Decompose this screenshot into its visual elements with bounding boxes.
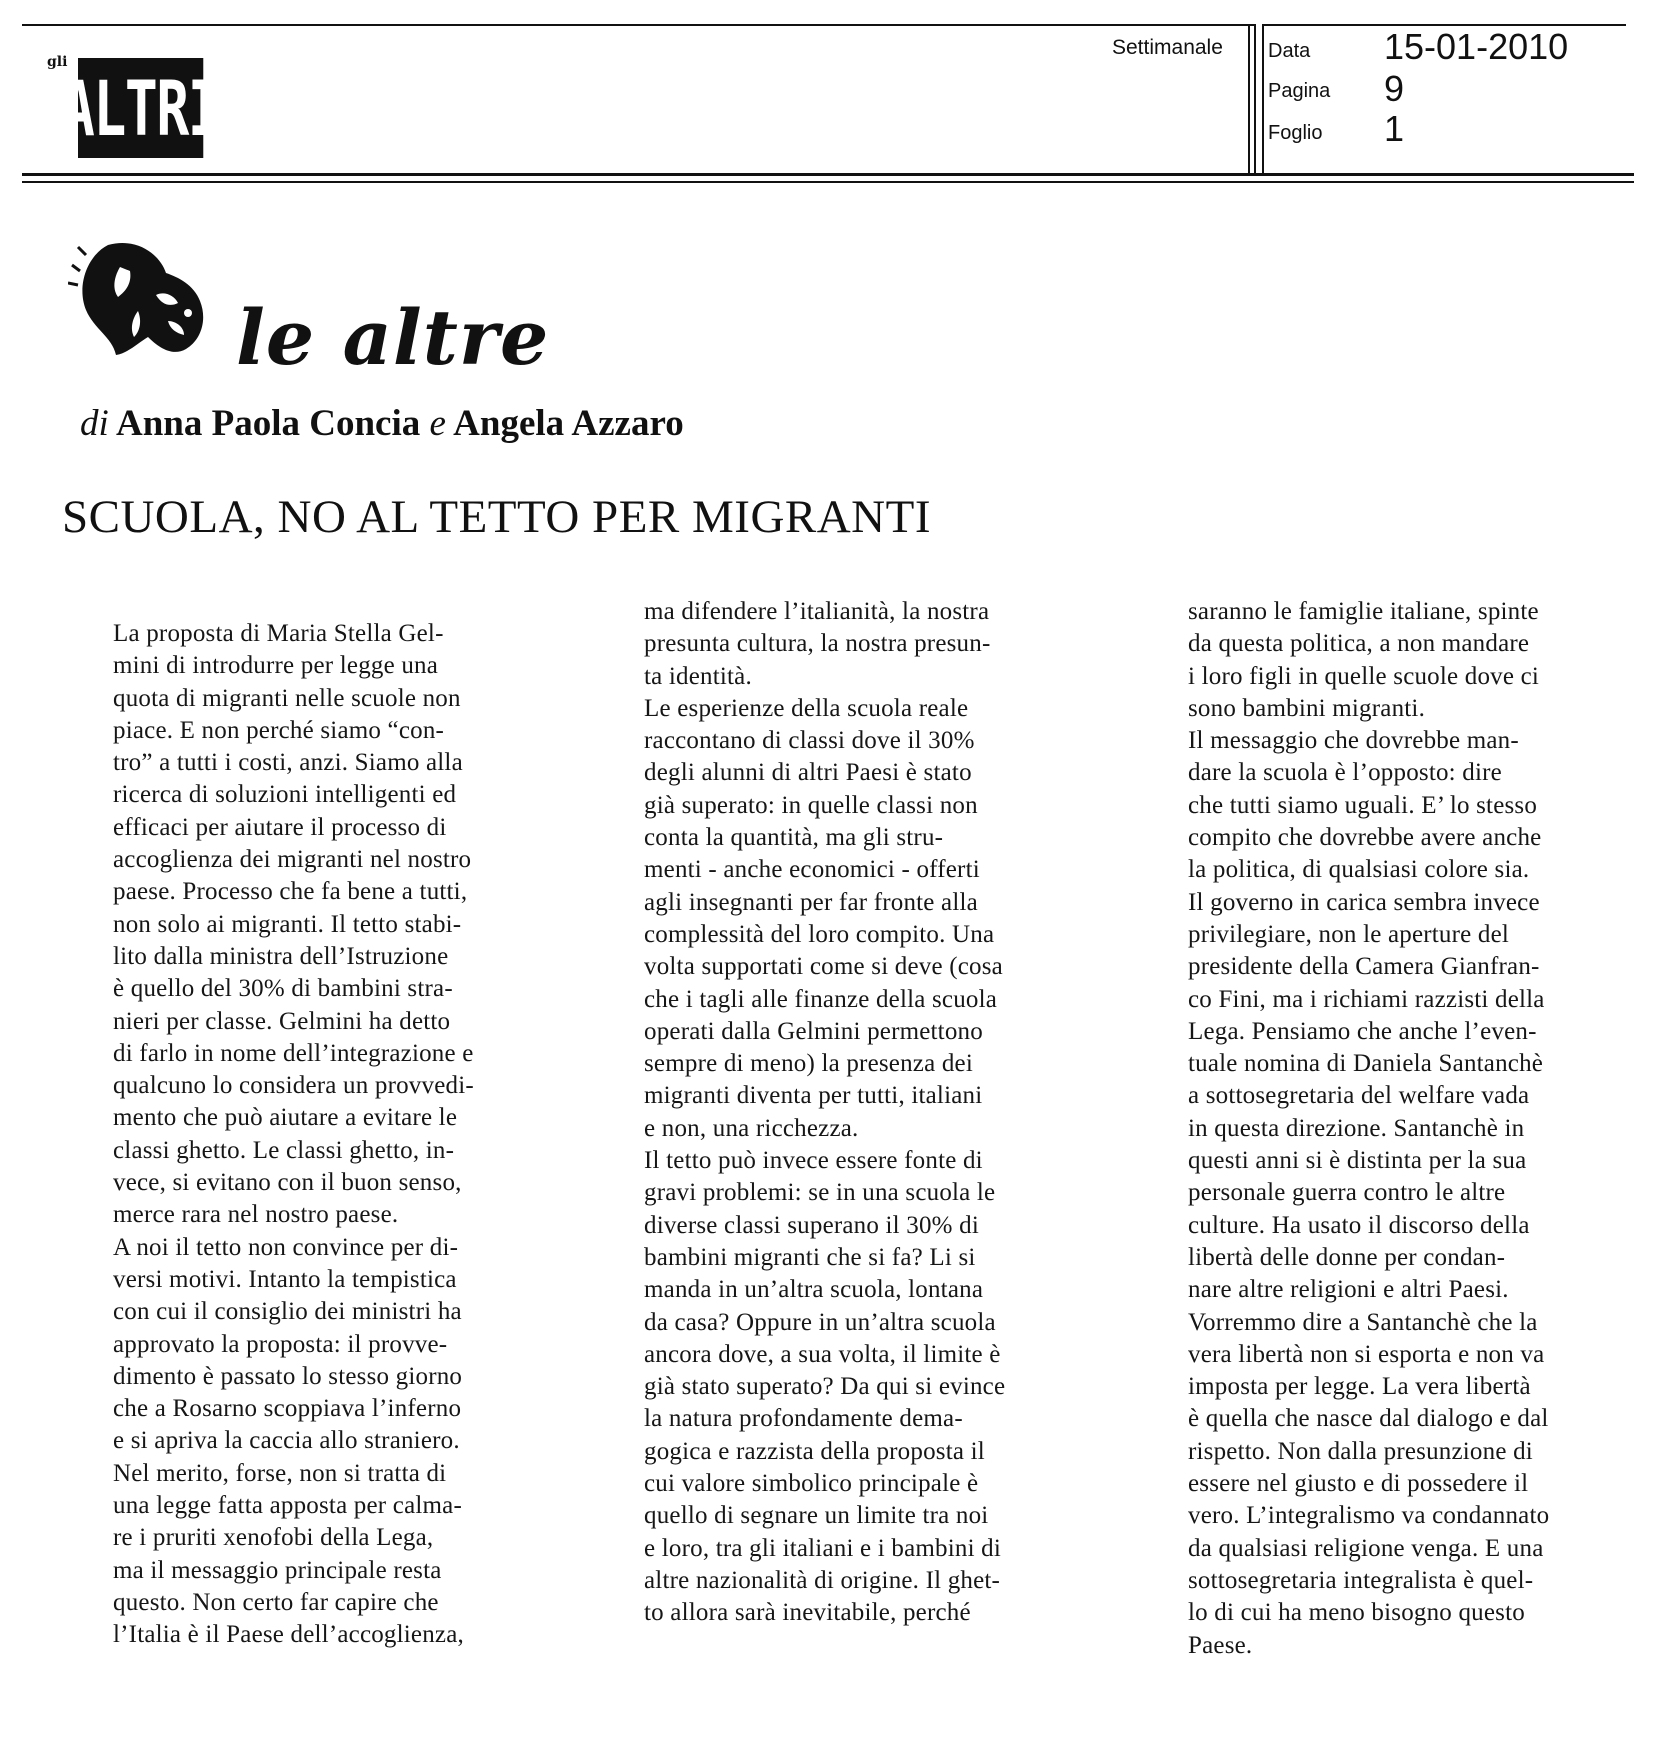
column-title: le altre [236, 293, 550, 382]
date-value: 15-01-2010 [1384, 26, 1569, 67]
text-line: Il governo in carica sembra invece [1188, 888, 1540, 916]
text-line: gogica e razzista della proposta il [644, 1437, 985, 1465]
text-line: paese. Processo che fa bene a tutti, [113, 878, 468, 906]
text-line: sempre di meno) la presenza dei [644, 1050, 973, 1078]
text-line: rispetto. Non dalla presunzione di [1188, 1437, 1533, 1465]
text-line: approvato la proposta: il provve- [113, 1330, 448, 1358]
text-line: Vorremmo dire a Santanchè che la [1188, 1308, 1538, 1336]
text-line: tuale nomina di Daniela Santanchè [1188, 1050, 1544, 1078]
text-line: Nel merito, forse, non si tratta di [113, 1459, 447, 1487]
text-line: quota di migranti nelle scuole non [113, 684, 461, 712]
text-line: operati dalla Gelmini permettono [644, 1017, 983, 1045]
text-line: qualcuno lo considera un provvedi- [113, 1072, 474, 1100]
text-line: questi anni si è distinta per la sua [1188, 1147, 1527, 1175]
text-line: nieri per classe. Gelmini ha detto [113, 1007, 451, 1035]
text-line: Paese. [1188, 1631, 1253, 1659]
text-line: in questa direzione. Santanchè in [1188, 1114, 1525, 1142]
text-line: to allora sarà inevitabile, perché [644, 1599, 971, 1627]
publication-logo [61, 58, 220, 158]
text-line: menti - anche economici - offerti [644, 856, 980, 884]
text-line: compito che dovrebbe avere anche [1188, 824, 1542, 852]
text-line: vece, si evitano con il buon senso, [113, 1169, 462, 1197]
text-line: merce rara nel nostro paese. [113, 1201, 399, 1229]
text-line: sottosegretaria integralista è quel- [1188, 1566, 1534, 1594]
page-value: 9 [1384, 68, 1405, 109]
text-line: da casa? Oppure in un’altra scuola [644, 1308, 996, 1336]
text-line: sono bambini migranti. [1188, 694, 1426, 722]
text-line: presidente della Camera Gianfran- [1188, 953, 1540, 981]
text-line: presunta cultura, la nostra presun- [644, 630, 991, 658]
text-line: accoglienza dei migranti nel nostro [113, 846, 472, 874]
text-line: culture. Ha usato il discorso della [1188, 1211, 1530, 1239]
logo-text: ALTRI [61, 63, 220, 153]
text-line: cui valore simbolico principale è [644, 1470, 979, 1498]
masthead-divider-2 [1254, 24, 1256, 174]
column-portrait-icon [68, 225, 228, 375]
text-line: complessità del loro compito. Una [644, 920, 995, 948]
text-line: e loro, tra gli italiani e i bambini di [644, 1534, 1002, 1562]
text-line: altre nazionalità di origine. Il ghet- [644, 1566, 1001, 1594]
text-line: e non, una ricchezza. [644, 1114, 859, 1142]
text-line: che a Rosarno scoppiava l’inferno [113, 1395, 462, 1423]
text-line: con cui il consiglio dei ministri ha [113, 1298, 462, 1326]
text-line: versi motivi. Intanto la tempistica [113, 1265, 457, 1293]
text-line: dimento è passato lo stesso giorno [113, 1362, 463, 1390]
text-line: a sottosegretaria del welfare vada [1188, 1082, 1530, 1110]
text-line: l’Italia è il Paese dell’accoglienza, [113, 1621, 464, 1649]
text-line: ta identità. [644, 662, 752, 690]
text-line: personale guerra contro le altre [1188, 1179, 1506, 1207]
text-line: ancora dove, a sua volta, il limite è [644, 1340, 1001, 1368]
author-name: Anna Paola Concia [116, 403, 421, 444]
text-line: A noi il tetto non convince per di- [113, 1233, 459, 1261]
text-line: piace. E non perché siamo “con- [113, 716, 445, 744]
text-line: mento che può aiutare a evitare le [113, 1104, 458, 1132]
text-line: co Fini, ma i richiami razzisti della [1188, 985, 1545, 1013]
text-line: manda in un’altra scuola, lontana [644, 1276, 984, 1304]
article-column-3 [1188, 596, 1549, 1662]
text-line: bambini migranti che si fa? Li si [644, 1243, 976, 1271]
masthead-top-rule [22, 24, 1256, 26]
text-line: ricerca di soluzioni intelligenti ed [113, 781, 457, 809]
text-line: Il messaggio che dovrebbe man- [1188, 727, 1519, 755]
text-line: questo. Non certo far capire che [113, 1588, 439, 1616]
text-line: Lega. Pensiamo che anche l’even- [1188, 1017, 1537, 1045]
author-name: Angela Azzaro [453, 403, 684, 444]
text-line: volta supportati come si deve (cosa [644, 953, 1003, 981]
text-line: la natura profondamente dema- [644, 1405, 963, 1433]
text-line: è quella che nasce dal dialogo e dal [1188, 1405, 1549, 1433]
article-headline: SCUOLA, NO AL TETTO PER MIGRANTI [62, 491, 931, 543]
text-line: vero. L’integralismo va condannato [1188, 1502, 1550, 1530]
text-line: una legge fatta apposta per calma- [113, 1492, 462, 1520]
text-line: diverse classi superano il 30% di [644, 1211, 979, 1239]
text-line: Le esperienze della scuola reale [644, 694, 969, 722]
text-line: privilegiare, non le aperture del [1188, 920, 1510, 948]
text-line: i loro figli in quelle scuole dove ci [1188, 662, 1540, 690]
byline [80, 402, 684, 445]
text-line: lito dalla ministra dell’Istruzione [113, 942, 449, 970]
text-line: che i tagli alle finanze della scuola [644, 985, 998, 1013]
text-line: degli alunni di altri Paesi è stato [644, 759, 972, 787]
text-line: conta la quantità, ma gli stru- [644, 824, 944, 852]
text-line: Il tetto può invece essere fonte di [644, 1147, 983, 1175]
text-line: nare altre religioni e altri Paesi. [1188, 1276, 1509, 1304]
text-line: la politica, di qualsiasi colore sia. [1188, 856, 1530, 884]
text-line: agli insegnanti per far fronte alla [644, 888, 978, 916]
text-line: re i pruriti xenofobi della Lega, [113, 1524, 434, 1552]
text-line: da questa politica, a non mandare [1188, 630, 1530, 658]
text-line: gravi problemi: se in una scuola le [644, 1179, 996, 1207]
text-line: essere nel giusto e di possedere il [1188, 1470, 1529, 1498]
text-line: già superato: in quelle classi non [644, 791, 978, 819]
text-line: e si apriva la caccia allo straniero. [113, 1427, 460, 1455]
masthead-divider-3 [1262, 24, 1264, 174]
text-line: quello di segnare un limite tra noi [644, 1502, 989, 1530]
text-line: che tutti siamo uguali. E’ lo stesso [1188, 791, 1538, 819]
text-line: già stato superato? Da qui si evince [644, 1373, 1006, 1401]
text-line: migranti diventa per tutti, italiani [644, 1082, 983, 1110]
text-line: libertà delle donne per condan- [1188, 1243, 1506, 1271]
text-line: mini di introdurre per legge una [113, 652, 439, 680]
text-line: raccontano di classi dove il 30% [644, 727, 975, 755]
text-line: dare la scuola è l’opposto: dire [1188, 759, 1502, 787]
text-line: tro” a tutti i costi, anzi. Siamo alla [113, 749, 463, 777]
publication-frequency: Settimanale [1112, 36, 1223, 59]
text-line: ma difendere l’italianità, la nostra [644, 598, 990, 625]
text-line: imposta per legge. La vera libertà [1188, 1373, 1531, 1401]
byline-prefix: di [80, 403, 109, 444]
text-line: da qualsiasi religione venga. E una [1188, 1534, 1544, 1562]
text-line: classi ghetto. Le classi ghetto, in- [113, 1136, 455, 1164]
text-line: ma il messaggio principale resta [113, 1556, 442, 1584]
text-line: vera libertà non si esporta e non va [1188, 1340, 1545, 1368]
article-column-2 [644, 596, 1005, 1630]
byline-connector: e [429, 403, 446, 444]
text-line: di farlo in nome dell’integrazione e [113, 1039, 474, 1067]
date-label: Data [1268, 40, 1311, 62]
text-line: La proposta di Maria Stella Gel- [113, 620, 444, 647]
masthead-bottom-rule-2 [22, 181, 1634, 183]
masthead [0, 0, 1680, 190]
sheet-label: Foglio [1268, 122, 1323, 144]
text-line: efficaci per aiutare il processo di [113, 813, 447, 841]
text-line: saranno le famiglie italiane, spinte [1188, 598, 1539, 625]
page-label: Pagina [1268, 80, 1331, 102]
article-column-1 [113, 618, 474, 1652]
masthead-divider [1248, 24, 1250, 174]
masthead-bottom-rule [22, 173, 1634, 176]
text-line: è quello del 30% di bambini stra- [113, 975, 453, 1003]
text-line: lo di cui ha meno bisogno questo [1188, 1599, 1525, 1627]
text-line: non solo ai migranti. Il tetto stabi- [113, 910, 462, 938]
sheet-value: 1 [1384, 108, 1405, 149]
logo-prefix: gli [47, 54, 68, 70]
